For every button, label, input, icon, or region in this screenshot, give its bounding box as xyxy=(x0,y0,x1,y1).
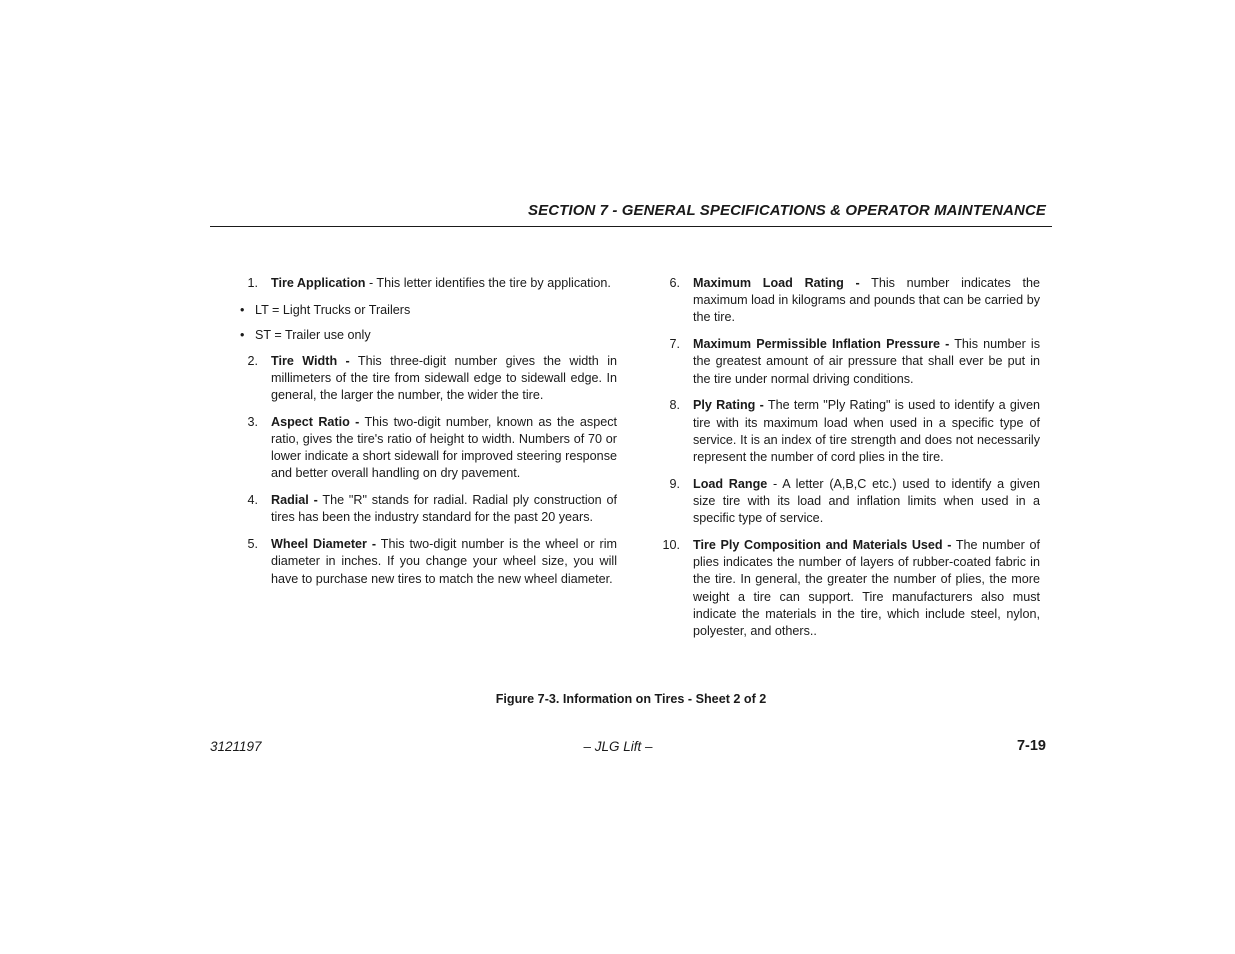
item-term: Tire Ply Composition and Materials Used - xyxy=(693,538,952,553)
item-term: Aspect Ratio - xyxy=(271,414,360,429)
item-number: 4. xyxy=(247,493,258,508)
item-term: Ply Rating - xyxy=(693,398,764,413)
figure-caption: Figure 7-3. Information on Tires - Sheet 2 of 2 xyxy=(495,692,767,706)
item-term: Radial - xyxy=(271,493,318,508)
item-text: This two-digit number, known as the aspect ratio, gives the tire's ratio of height to width. Numbers of 70 or lower indicate a short sidewall for improved steering response and better overall handling on dry pavement. xyxy=(271,414,618,481)
item-term: Maximum Permissible Inflation Pressure - xyxy=(693,337,950,352)
item-number: 2. xyxy=(247,353,258,368)
item-number: 6. xyxy=(669,276,680,290)
list-item-5 xyxy=(238,536,617,588)
list-item-7 xyxy=(660,336,1040,388)
item-text: - This letter identifies the tire by application. xyxy=(365,276,611,290)
item-text: The "R" stands for radial. Radial ply construction of tires has been the industry standard for the past 20 years. xyxy=(271,493,617,525)
item-text: This two-digit number is the wheel or rim diameter in inches. If you change your wheel size, you will have to purchase new tires to match the new wheel diameter. xyxy=(271,537,617,586)
bullet-text: LT = Light Trucks or Trailers xyxy=(255,302,411,317)
footer-brand: – JLG Lift – xyxy=(583,739,653,754)
item-term: Load Range xyxy=(693,476,768,491)
item-number: 3. xyxy=(247,414,258,429)
bullet-text: ST = Trailer use only xyxy=(255,328,371,343)
right-column xyxy=(660,275,1040,650)
item-number: 1. xyxy=(247,276,258,290)
page-number: 7-19 xyxy=(1016,738,1046,754)
item-number: 9. xyxy=(669,476,680,491)
list-item-10 xyxy=(660,537,1040,640)
item-term: Tire Width - xyxy=(271,353,350,368)
bullet-item-st xyxy=(238,327,617,344)
item-term: Tire Application xyxy=(271,276,366,290)
item-number: 8. xyxy=(669,398,680,413)
list-item-8 xyxy=(660,397,1040,466)
list-item-2 xyxy=(238,353,617,405)
left-column xyxy=(238,275,617,597)
list-item-6 xyxy=(660,275,1040,327)
item-text: The number of plies indicates the number of layers of rubber-coated fabric in the tire. In general, the greater the number of plies, the more weight a tire can support. Tire manufacturers also must indicate the materials in the tire, which include steel, nylon, polyester, and others.. xyxy=(693,538,1040,639)
header-divider xyxy=(210,226,1052,227)
item-text: This number indicates the maximum load in kilograms and pounds that can be carried by the tire. xyxy=(693,276,1040,325)
list-item-9 xyxy=(660,476,1040,528)
list-item-4 xyxy=(238,492,617,526)
document-number: 3121197 xyxy=(210,739,262,754)
bullet-marker: • xyxy=(240,328,245,343)
section-header: SECTION 7 - GENERAL SPECIFICATIONS & OPERATOR MAINTENANCE xyxy=(528,202,1046,219)
item-text: This three-digit number gives the width in millimeters of the tire from sidewall edge to sidewall edge. In general, the larger the number, the wider the tire. xyxy=(271,353,617,402)
list-item-1 xyxy=(238,275,617,292)
item-text: The term "Ply Rating" is used to identify a given tire with its maximum load when used in a specific type of service. It is an index of tire strength and does not necessarily represent the number of cord plies in the tire. xyxy=(693,398,1040,465)
item-text: - A letter (A,B,C etc.) used to identify a given size tire with its load and inflation limits when used in a specific type of service. xyxy=(693,476,1040,526)
list-item-3 xyxy=(238,414,617,483)
item-number: 7. xyxy=(669,337,680,352)
bullet-marker: • xyxy=(240,302,245,317)
bullet-item-lt xyxy=(238,302,617,319)
item-number: 10. xyxy=(662,538,680,553)
item-number: 5. xyxy=(247,537,258,552)
item-term: Wheel Diameter - xyxy=(271,537,377,552)
item-term: Maximum Load Rating - xyxy=(693,276,860,290)
item-text: This number is the greatest amount of air pressure that shall ever be put in the tire under normal driving conditions. xyxy=(693,337,1041,386)
